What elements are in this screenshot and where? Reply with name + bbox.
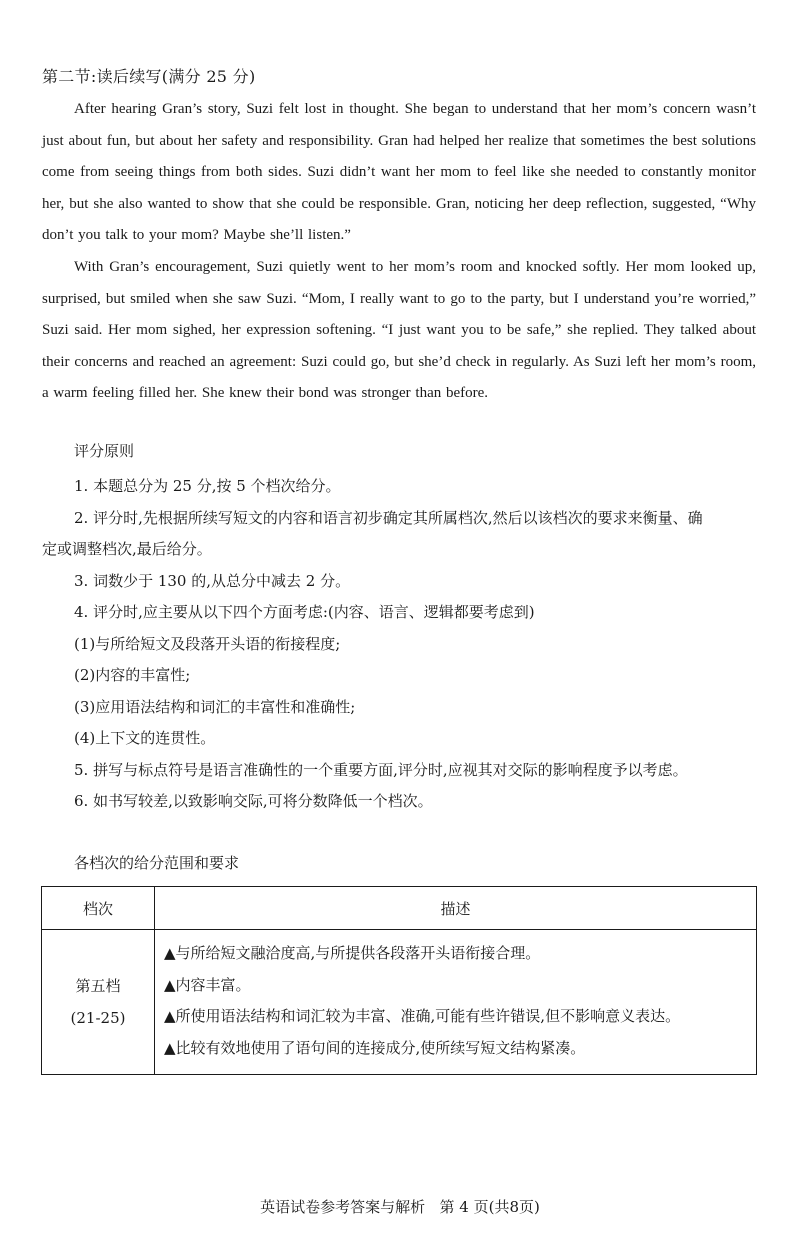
header-level: 档次 [42,887,155,930]
section-title: 第二节:读后续写(满分 25 分) [42,67,256,86]
table-row [42,930,757,1075]
level-range: (21-25) [70,1009,126,1027]
table-caption: 各档次的给分范围和要求 [74,854,240,872]
rubric-subitem-4: (4)上下文的连贯性。 [74,729,216,747]
passage-paragraph-2 [42,252,756,410]
header-description: 描述 [155,887,757,930]
rubric-item-1: 1. 本题总分为 25 分,按 5 个档次给分。 [74,477,341,495]
rubric-item-3: 3. 词数少于 130 的,从总分中减去 2 分。 [74,571,351,590]
footer-doc-name: 英语试卷参考答案与解析 [260,1198,426,1216]
description-cell [155,930,757,1075]
footer-page-suffix: 页(共 [473,1198,510,1216]
rubric-item-2-continued: 定或调整档次,最后给分。 [42,540,212,558]
rubric-item-6: 6. 如书写较差,以致影响交际,可将分数降低一个档次。 [74,792,433,810]
paragraph-text: After hearing Gran’s story, Suzi felt lost in thought. She began to understand that her mom’s concern wasn’t just about fun, but about her safety and responsibility. Gran had helped her realize that sometimes the best solutions come from seeing things from both sides. Suzi didn’t want her mom to feel like she needed to constantly monitor her, but she also wanted to show that she could be responsible. Gran, noticing her deep reflection, suggested, “Why don’t you talk to your mom? Maybe she’ll listen.” [42,101,756,243]
footer-page-number: 4 [459,1198,469,1216]
criterion-3: ▲所使用语法结构和词汇较为丰富、准确,可能有些许错误,但不影响意义表达。 [164,1007,681,1025]
rubric-subitem-3: (3)应用语法结构和词汇的丰富性和准确性; [74,697,356,716]
rubric-item-4: 4. 评分时,应主要从以下四个方面考虑:(内容、语言、逻辑都要考虑到) [74,603,535,621]
rubric-list [42,471,758,818]
criterion-1: ▲与所给短文融洽度高,与所提供各段落开头语衔接合理。 [164,944,541,962]
level-cell [42,930,155,1075]
level-name: 第五档 [75,977,121,995]
rubric-item-2: 2. 评分时,先根据所续写短文的内容和语言初步确定其所属档次,然后以该档次的要求来衡量、确 [74,508,703,527]
criterion-2: ▲内容丰富。 [164,975,251,994]
footer-total-pages: 8 [509,1198,519,1216]
table-header-row [42,887,757,930]
rubric-subitem-2: (2)内容的丰富性; [74,666,191,684]
page-footer [0,1196,800,1217]
footer-total-suffix: 页) [519,1198,540,1216]
passage-paragraph-1 [42,94,756,252]
rubric-title: 评分原则 [74,442,135,460]
rubric-item-5: 5. 拼写与标点符号是语言准确性的一个重要方面,评分时,应视其对交际的影响程度予以考虑。 [74,760,688,779]
grading-table [41,886,757,1075]
paragraph-text: With Gran’s encouragement, Suzi quietly went to her mom’s room and knocked softly. Her mom looked up, surprised, but smiled when she saw Suzi. “Mom, I really want to go to the party, but I understand you’re worried,” Suzi said. Her mom sighed, her expression softening. “I just want you to be safe,” she replied. They talked about their concerns and reached an agreement: Suzi could go, but she’d check in regularly. As Suzi left her mom’s room, a warm feeling filled her. She knew their bond was stronger than before. [42,259,756,401]
rubric-subitem-1: (1)与所给短文及段落开头语的衔接程度; [74,634,341,653]
footer-page-prefix: 第 [439,1198,455,1216]
criterion-4: ▲比较有效地使用了语句间的连接成分,使所续写短文结构紧凑。 [164,1038,586,1057]
